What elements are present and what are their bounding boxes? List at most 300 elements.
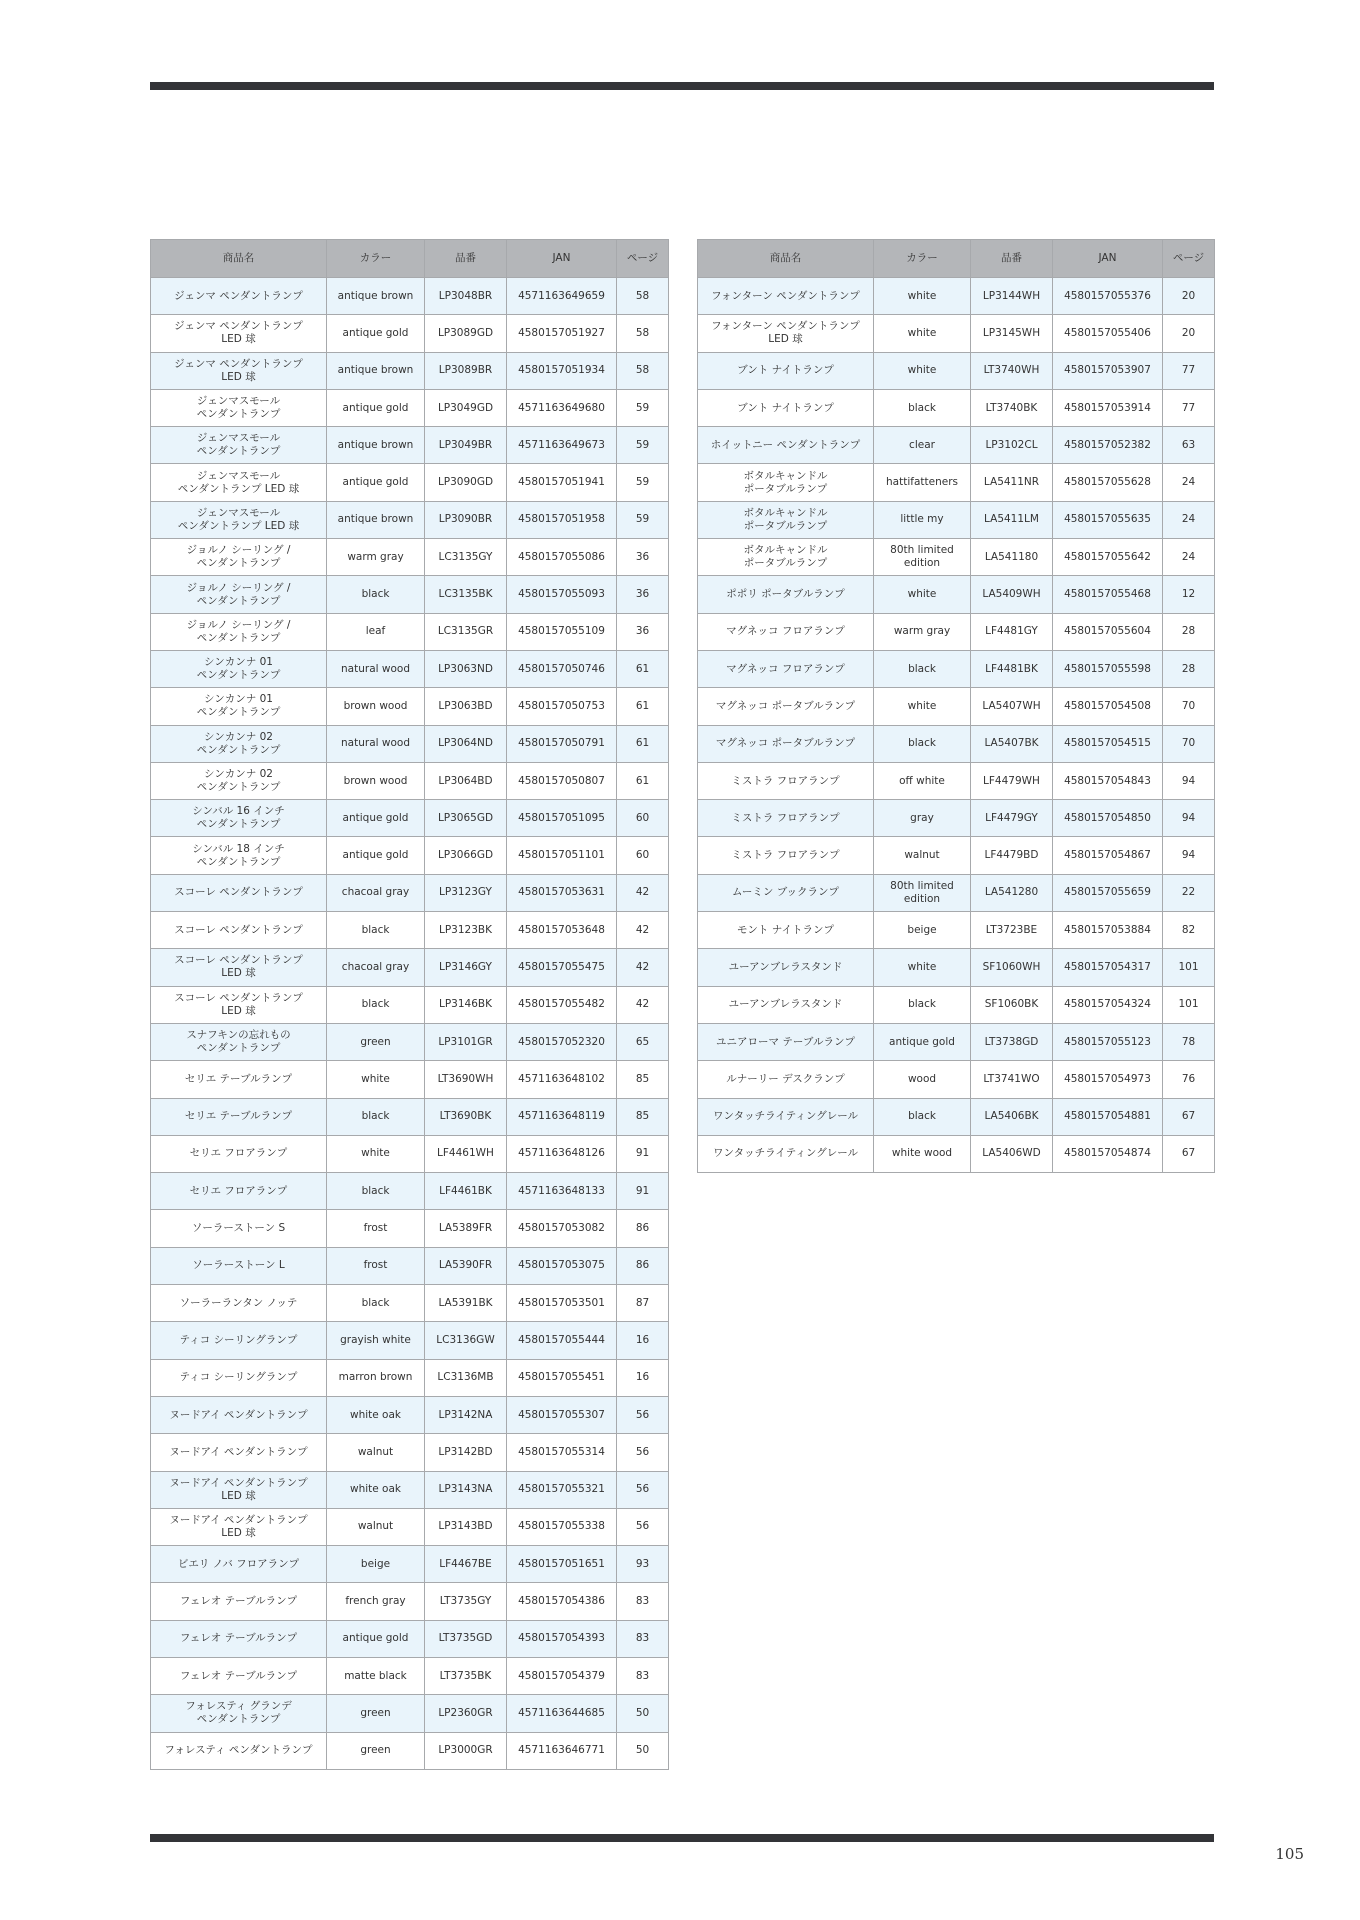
- cell-color: grayish white: [327, 1322, 425, 1359]
- table-row: [151, 650, 669, 687]
- cell-jan: 4571163644685: [507, 1695, 617, 1732]
- cell-product-name: シンバル 16 インチ ペンダントランプ: [151, 800, 327, 837]
- table-header-row: [151, 240, 669, 278]
- cell-item-number: LA5390FR: [425, 1247, 507, 1284]
- cell-page: 28: [1163, 613, 1215, 650]
- cell-item-number: LF4481GY: [971, 613, 1053, 650]
- cell-product-name: シンカンナ 01 ペンダントランプ: [151, 688, 327, 725]
- cell-color: antique gold: [874, 1023, 971, 1060]
- table-row: [151, 1098, 669, 1135]
- cell-jan: 4580157051927: [507, 315, 617, 352]
- cell-jan: 4580157052382: [1053, 427, 1163, 464]
- cell-page: 22: [1163, 874, 1215, 911]
- table-row: [151, 501, 669, 538]
- cell-product-name: スコーレ ペンダントランプ: [151, 912, 327, 949]
- table-row: [151, 688, 669, 725]
- cell-color: black: [874, 986, 971, 1023]
- cell-item-number: LF4461BK: [425, 1173, 507, 1210]
- cell-page: 59: [617, 427, 669, 464]
- cell-jan: 4580157050746: [507, 650, 617, 687]
- cell-item-number: LT3735GY: [425, 1583, 507, 1620]
- cell-product-name: ジェンマ ペンダントランプ LED 球: [151, 352, 327, 389]
- cell-item-number: LT3741WO: [971, 1061, 1053, 1098]
- cell-item-number: LP3143NA: [425, 1471, 507, 1508]
- cell-item-number: LA5389FR: [425, 1210, 507, 1247]
- cell-page: 42: [617, 874, 669, 911]
- cell-page: 36: [617, 539, 669, 576]
- table-row: [151, 389, 669, 426]
- cell-page: 94: [1163, 800, 1215, 837]
- cell-color: black: [327, 1173, 425, 1210]
- table-row: [698, 837, 1215, 874]
- cell-jan: 4580157052320: [507, 1023, 617, 1060]
- cell-product-name: ユニアローマ テーブルランプ: [698, 1023, 874, 1060]
- cell-product-name: ヌードアイ ペンダントランプ: [151, 1434, 327, 1471]
- table-row: [151, 464, 669, 501]
- cell-page: 58: [617, 352, 669, 389]
- table-row: [698, 725, 1215, 762]
- cell-color: brown wood: [327, 688, 425, 725]
- cell-product-name: セリエ テーブルランプ: [151, 1061, 327, 1098]
- cell-page: 94: [1163, 837, 1215, 874]
- cell-jan: 4580157055314: [507, 1434, 617, 1471]
- cell-jan: 4580157055321: [507, 1471, 617, 1508]
- cell-product-name: ビエリ ノバ フロアランプ: [151, 1546, 327, 1583]
- table-row: [151, 1657, 669, 1694]
- cell-product-name: ボタルキャンドル ポータブルランプ: [698, 464, 874, 501]
- cell-item-number: LP2360GR: [425, 1695, 507, 1732]
- cell-color: white: [874, 576, 971, 613]
- table-row: [151, 1471, 669, 1508]
- cell-item-number: LA541280: [971, 874, 1053, 911]
- cell-jan: 4580157053501: [507, 1285, 617, 1322]
- cell-jan: 4580157054393: [507, 1620, 617, 1657]
- cell-item-number: LP3063ND: [425, 650, 507, 687]
- cell-jan: 4580157053648: [507, 912, 617, 949]
- cell-jan: 4580157051651: [507, 1546, 617, 1583]
- cell-color: clear: [874, 427, 971, 464]
- table-row: [151, 762, 669, 799]
- table-row: [151, 837, 669, 874]
- cell-item-number: LP3146GY: [425, 949, 507, 986]
- cell-page: 101: [1163, 949, 1215, 986]
- cell-item-number: LT3735BK: [425, 1657, 507, 1694]
- cell-item-number: LT3690WH: [425, 1061, 507, 1098]
- table-row: [151, 1695, 669, 1732]
- cell-item-number: LT3740BK: [971, 389, 1053, 426]
- cell-color: green: [327, 1732, 425, 1769]
- cell-color: walnut: [874, 837, 971, 874]
- cell-product-name: ジェンマ ペンダントランプ: [151, 278, 327, 315]
- cell-product-name: ジョルノ シーリング / ペンダントランプ: [151, 613, 327, 650]
- cell-item-number: LA5411LM: [971, 501, 1053, 538]
- cell-jan: 4580157051101: [507, 837, 617, 874]
- cell-jan: 4580157055482: [507, 986, 617, 1023]
- cell-color: antique brown: [327, 427, 425, 464]
- cell-color: black: [874, 650, 971, 687]
- cell-product-name: ブント ナイトランプ: [698, 389, 874, 426]
- cell-page: 60: [617, 837, 669, 874]
- cell-item-number: LP3089BR: [425, 352, 507, 389]
- cell-item-number: LP3049BR: [425, 427, 507, 464]
- table-row: [151, 986, 669, 1023]
- table-row: [151, 576, 669, 613]
- cell-item-number: LA5407WH: [971, 688, 1053, 725]
- cell-page: 70: [1163, 725, 1215, 762]
- cell-item-number: LP3102CL: [971, 427, 1053, 464]
- cell-color: antique gold: [327, 800, 425, 837]
- cell-jan: 4580157054379: [507, 1657, 617, 1694]
- cell-color: black: [874, 1098, 971, 1135]
- cell-page: 76: [1163, 1061, 1215, 1098]
- table-row: [151, 1546, 669, 1583]
- cell-jan: 4580157054881: [1053, 1098, 1163, 1135]
- table-row: [151, 912, 669, 949]
- cell-jan: 4571163649673: [507, 427, 617, 464]
- cell-product-name: セリエ テーブルランプ: [151, 1098, 327, 1135]
- cell-color: little my: [874, 501, 971, 538]
- cell-page: 59: [617, 464, 669, 501]
- cell-product-name: セリエ フロアランプ: [151, 1135, 327, 1172]
- cell-color: wood: [874, 1061, 971, 1098]
- table-row: [151, 427, 669, 464]
- cell-page: 42: [617, 949, 669, 986]
- cell-page: 78: [1163, 1023, 1215, 1060]
- header-jan: JAN: [507, 240, 617, 278]
- cell-product-name: ソーラーストーン L: [151, 1247, 327, 1284]
- cell-jan: 4580157055468: [1053, 576, 1163, 613]
- cell-color: white: [874, 352, 971, 389]
- cell-product-name: ボタルキャンドル ポータブルランプ: [698, 539, 874, 576]
- cell-jan: 4580157055086: [507, 539, 617, 576]
- cell-jan: 4580157053075: [507, 1247, 617, 1284]
- table-row: [698, 352, 1215, 389]
- cell-jan: 4571163649680: [507, 389, 617, 426]
- cell-product-name: スコーレ ペンダントランプ: [151, 874, 327, 911]
- cell-page: 87: [617, 1285, 669, 1322]
- cell-jan: 4571163646771: [507, 1732, 617, 1769]
- cell-jan: 4580157055338: [507, 1508, 617, 1545]
- cell-page: 56: [617, 1508, 669, 1545]
- table-row: [698, 427, 1215, 464]
- cell-jan: 4580157054973: [1053, 1061, 1163, 1098]
- table-row: [698, 278, 1215, 315]
- table-row: [151, 725, 669, 762]
- cell-jan: 4580157054317: [1053, 949, 1163, 986]
- product-table-left: [150, 239, 669, 1770]
- cell-color: antique brown: [327, 501, 425, 538]
- cell-color: white: [874, 949, 971, 986]
- cell-item-number: LP3089GD: [425, 315, 507, 352]
- cell-page: 91: [617, 1173, 669, 1210]
- cell-jan: 4580157055635: [1053, 501, 1163, 538]
- cell-color: off white: [874, 762, 971, 799]
- table-row: [151, 1434, 669, 1471]
- table-row: [698, 650, 1215, 687]
- cell-item-number: LA5406WD: [971, 1135, 1053, 1172]
- cell-item-number: LP3049GD: [425, 389, 507, 426]
- cell-page: 67: [1163, 1135, 1215, 1172]
- table-row: [151, 1210, 669, 1247]
- table-row: [698, 1061, 1215, 1098]
- table-row: [151, 1023, 669, 1060]
- cell-color: walnut: [327, 1508, 425, 1545]
- cell-jan: 4580157055642: [1053, 539, 1163, 576]
- cell-color: white oak: [327, 1396, 425, 1433]
- cell-jan: 4580157051941: [507, 464, 617, 501]
- cell-jan: 4580157053082: [507, 1210, 617, 1247]
- table-row: [151, 1359, 669, 1396]
- cell-jan: 4580157055598: [1053, 650, 1163, 687]
- table-row: [151, 1135, 669, 1172]
- cell-item-number: LT3738GD: [971, 1023, 1053, 1060]
- cell-color: white wood: [874, 1135, 971, 1172]
- cell-jan: 4580157053631: [507, 874, 617, 911]
- cell-jan: 4580157055444: [507, 1322, 617, 1359]
- cell-product-name: ソーラーランタン ノッテ: [151, 1285, 327, 1322]
- cell-color: antique gold: [327, 464, 425, 501]
- cell-product-name: ジョルノ シーリング / ペンダントランプ: [151, 539, 327, 576]
- cell-page: 42: [617, 912, 669, 949]
- header-product-name: 商品名: [151, 240, 327, 278]
- header-item-number: 品番: [971, 240, 1053, 278]
- cell-page: 56: [617, 1434, 669, 1471]
- cell-page: 86: [617, 1210, 669, 1247]
- table-row: [151, 1247, 669, 1284]
- table-row: [698, 576, 1215, 613]
- cell-jan: 4580157054508: [1053, 688, 1163, 725]
- cell-item-number: LF4467BE: [425, 1546, 507, 1583]
- cell-jan: 4580157053914: [1053, 389, 1163, 426]
- cell-item-number: LA5409WH: [971, 576, 1053, 613]
- cell-item-number: LC3135GY: [425, 539, 507, 576]
- cell-page: 20: [1163, 315, 1215, 352]
- cell-page: 24: [1163, 501, 1215, 538]
- cell-jan: 4580157055451: [507, 1359, 617, 1396]
- table-row: [151, 1620, 669, 1657]
- cell-jan: 4580157054515: [1053, 725, 1163, 762]
- table-row: [698, 464, 1215, 501]
- cell-item-number: LP3123BK: [425, 912, 507, 949]
- table-row: [151, 1732, 669, 1769]
- cell-color: marron brown: [327, 1359, 425, 1396]
- header-page: ページ: [617, 240, 669, 278]
- table-row: [698, 539, 1215, 576]
- cell-page: 83: [617, 1657, 669, 1694]
- cell-color: brown wood: [327, 762, 425, 799]
- header-jan: JAN: [1053, 240, 1163, 278]
- cell-page: 42: [617, 986, 669, 1023]
- cell-jan: 4580157050753: [507, 688, 617, 725]
- cell-jan: 4580157055123: [1053, 1023, 1163, 1060]
- table-row: [698, 762, 1215, 799]
- table-row: [151, 949, 669, 986]
- cell-product-name: ヌードアイ ペンダントランプ LED 球: [151, 1508, 327, 1545]
- cell-product-name: シンカンナ 02 ペンダントランプ: [151, 725, 327, 762]
- cell-item-number: LP3145WH: [971, 315, 1053, 352]
- header-color: カラー: [327, 240, 425, 278]
- cell-color: matte black: [327, 1657, 425, 1694]
- cell-product-name: ムーミン ブックランプ: [698, 874, 874, 911]
- cell-product-name: フォレスティ ペンダントランプ: [151, 1732, 327, 1769]
- table-row: [151, 1583, 669, 1620]
- cell-page: 61: [617, 762, 669, 799]
- cell-color: black: [327, 576, 425, 613]
- cell-jan: 4580157055659: [1053, 874, 1163, 911]
- table-row: [698, 501, 1215, 538]
- table-row: [698, 613, 1215, 650]
- cell-color: chacoal gray: [327, 949, 425, 986]
- cell-color: beige: [327, 1546, 425, 1583]
- table-row: [698, 986, 1215, 1023]
- cell-product-name: スコーレ ペンダントランプ LED 球: [151, 949, 327, 986]
- cell-product-name: セリエ フロアランプ: [151, 1173, 327, 1210]
- cell-product-name: シンカンナ 01 ペンダントランプ: [151, 650, 327, 687]
- cell-item-number: LP3064BD: [425, 762, 507, 799]
- cell-product-name: ティコ シーリングランプ: [151, 1322, 327, 1359]
- cell-page: 36: [617, 576, 669, 613]
- table-row: [698, 1135, 1215, 1172]
- cell-item-number: LA541180: [971, 539, 1053, 576]
- cell-color: natural wood: [327, 650, 425, 687]
- cell-page: 59: [617, 501, 669, 538]
- cell-page: 50: [617, 1732, 669, 1769]
- cell-product-name: ジェンマスモール ペンダントランプ LED 球: [151, 464, 327, 501]
- cell-jan: 4580157055093: [507, 576, 617, 613]
- cell-item-number: SF1060WH: [971, 949, 1053, 986]
- cell-jan: 4580157054874: [1053, 1135, 1163, 1172]
- cell-jan: 4580157053907: [1053, 352, 1163, 389]
- table-row: [698, 874, 1215, 911]
- cell-item-number: LP3090BR: [425, 501, 507, 538]
- cell-page: 12: [1163, 576, 1215, 613]
- cell-color: antique brown: [327, 278, 425, 315]
- cell-color: white: [874, 688, 971, 725]
- table-row: [151, 1508, 669, 1545]
- cell-product-name: ヌードアイ ペンダントランプ LED 球: [151, 1471, 327, 1508]
- cell-page: 56: [617, 1471, 669, 1508]
- cell-page: 82: [1163, 912, 1215, 949]
- cell-product-name: ジェンマスモール ペンダントランプ: [151, 389, 327, 426]
- cell-color: natural wood: [327, 725, 425, 762]
- cell-item-number: LP3065GD: [425, 800, 507, 837]
- cell-page: 61: [617, 725, 669, 762]
- cell-item-number: LP3144WH: [971, 278, 1053, 315]
- table-row: [698, 389, 1215, 426]
- table-row: [698, 1098, 1215, 1135]
- cell-color: white: [327, 1135, 425, 1172]
- cell-product-name: ユーアンブレラスタンド: [698, 986, 874, 1023]
- cell-product-name: フェレオ テーブルランプ: [151, 1657, 327, 1694]
- table-row: [151, 352, 669, 389]
- cell-jan: 4580157050791: [507, 725, 617, 762]
- cell-product-name: ワンタッチライティングレール: [698, 1098, 874, 1135]
- cell-jan: 4580157051095: [507, 800, 617, 837]
- cell-product-name: ジェンマスモール ペンダントランプ LED 球: [151, 501, 327, 538]
- cell-item-number: LA5391BK: [425, 1285, 507, 1322]
- cell-jan: 4580157051934: [507, 352, 617, 389]
- cell-product-name: スコーレ ペンダントランプ LED 球: [151, 986, 327, 1023]
- cell-color: warm gray: [874, 613, 971, 650]
- cell-jan: 4580157055604: [1053, 613, 1163, 650]
- cell-product-name: ユーアンブレラスタンド: [698, 949, 874, 986]
- cell-item-number: LP3064ND: [425, 725, 507, 762]
- cell-item-number: LA5406BK: [971, 1098, 1053, 1135]
- cell-product-name: フェレオ テーブルランプ: [151, 1583, 327, 1620]
- cell-jan: 4580157054867: [1053, 837, 1163, 874]
- cell-page: 58: [617, 278, 669, 315]
- table-row: [698, 949, 1215, 986]
- table-row: [151, 1173, 669, 1210]
- cell-page: 24: [1163, 464, 1215, 501]
- cell-page: 83: [617, 1620, 669, 1657]
- cell-product-name: マグネッコ フロアランプ: [698, 650, 874, 687]
- cell-item-number: LF4479GY: [971, 800, 1053, 837]
- cell-product-name: ブント ナイトランプ: [698, 352, 874, 389]
- cell-color: french gray: [327, 1583, 425, 1620]
- cell-page: 36: [617, 613, 669, 650]
- cell-jan: 4571163648119: [507, 1098, 617, 1135]
- cell-color: antique gold: [327, 315, 425, 352]
- cell-page: 60: [617, 800, 669, 837]
- cell-page: 77: [1163, 352, 1215, 389]
- cell-product-name: ミストラ フロアランプ: [698, 837, 874, 874]
- cell-product-name: ジョルノ シーリング / ペンダントランプ: [151, 576, 327, 613]
- cell-item-number: LP3090GD: [425, 464, 507, 501]
- cell-item-number: LP3066GD: [425, 837, 507, 874]
- cell-color: white: [874, 315, 971, 352]
- cell-color: walnut: [327, 1434, 425, 1471]
- cell-page: 59: [617, 389, 669, 426]
- table-row: [698, 688, 1215, 725]
- table-row: [698, 315, 1215, 352]
- cell-item-number: LC3135GR: [425, 613, 507, 650]
- header-item-number: 品番: [425, 240, 507, 278]
- cell-page: 61: [617, 688, 669, 725]
- cell-color: frost: [327, 1210, 425, 1247]
- cell-jan: 4580157055109: [507, 613, 617, 650]
- cell-item-number: LP3142BD: [425, 1434, 507, 1471]
- cell-item-number: LF4481BK: [971, 650, 1053, 687]
- cell-page: 16: [617, 1322, 669, 1359]
- cell-page: 24: [1163, 539, 1215, 576]
- cell-item-number: LP3123GY: [425, 874, 507, 911]
- cell-product-name: ワンタッチライティングレール: [698, 1135, 874, 1172]
- header-page: ページ: [1163, 240, 1215, 278]
- cell-item-number: LP3000GR: [425, 1732, 507, 1769]
- cell-page: 86: [617, 1247, 669, 1284]
- cell-color: green: [327, 1695, 425, 1732]
- page-number: 105: [1275, 1845, 1304, 1863]
- cell-product-name: フェレオ テーブルランプ: [151, 1620, 327, 1657]
- cell-product-name: マグネッコ フロアランプ: [698, 613, 874, 650]
- table-row: [151, 613, 669, 650]
- cell-color: black: [327, 1285, 425, 1322]
- cell-color: antique brown: [327, 352, 425, 389]
- cell-color: black: [327, 1098, 425, 1135]
- table-row: [151, 874, 669, 911]
- cell-color: 80th limited edition: [874, 539, 971, 576]
- table-row: [151, 315, 669, 352]
- header-product-name: 商品名: [698, 240, 874, 278]
- cell-jan: 4580157054324: [1053, 986, 1163, 1023]
- cell-product-name: ジェンマスモール ペンダントランプ: [151, 427, 327, 464]
- cell-page: 28: [1163, 650, 1215, 687]
- cell-page: 101: [1163, 986, 1215, 1023]
- cell-item-number: SF1060BK: [971, 986, 1053, 1023]
- cell-color: antique gold: [327, 389, 425, 426]
- cell-product-name: シンカンナ 02 ペンダントランプ: [151, 762, 327, 799]
